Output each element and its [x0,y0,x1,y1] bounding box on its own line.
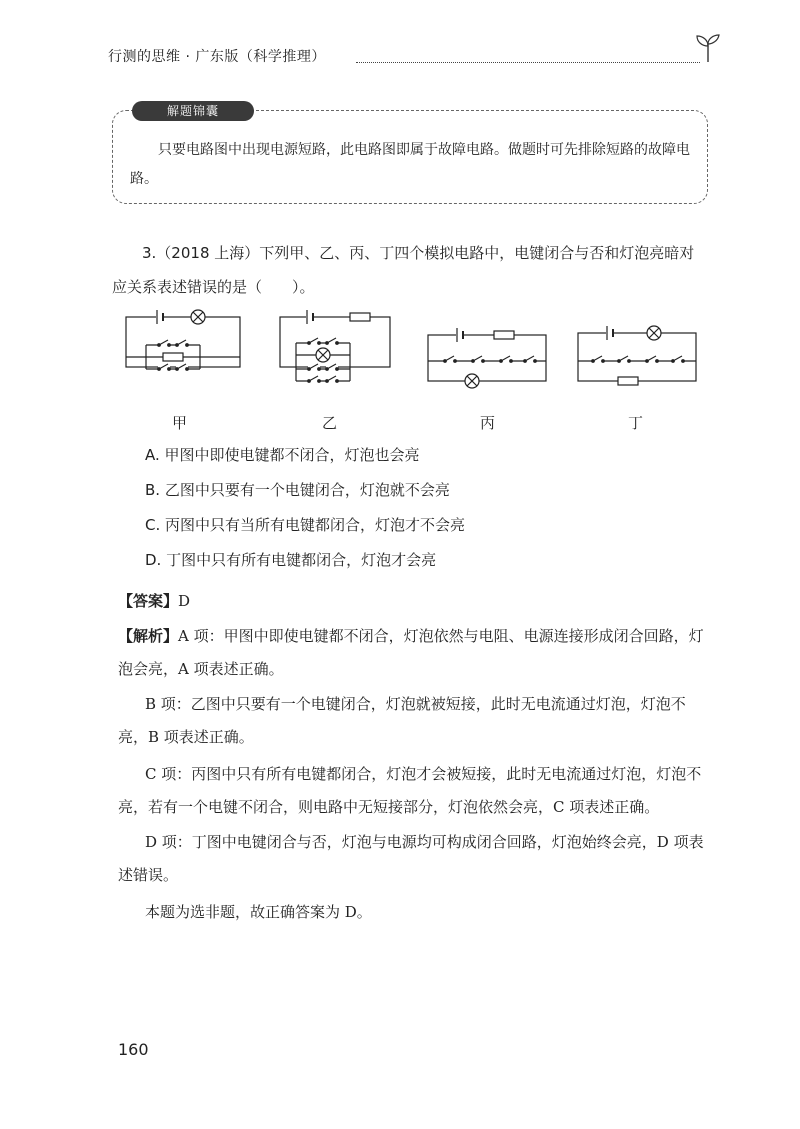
question-stem: 3.（2018 上海）下列甲、乙、丙、丁四个模拟电路中，电键闭合与否和灯泡亮暗对应关系表述错误的是（ ）。 [112,244,695,296]
header-rule [356,62,700,63]
circuit-bing [428,328,546,388]
running-header [108,40,708,70]
analysis-label: 【解析】 [118,627,179,645]
figure-label-bing: 丙 [480,414,496,432]
sprout-icon [694,32,722,64]
analysis-paragraph-c: C 项：丙图中只有所有电键都闭合，灯泡才会被短接，此时无电流通过灯泡，灯泡不亮，若有一个电键不闭合，则电路中无短接部分，灯泡依然会亮，C 项表述正确。 [118,765,702,816]
circuit-ding [578,326,696,385]
analysis-paragraph-b: B 项：乙图中只要有一个电键闭合，灯泡就被短接，此时无电流通过灯泡，灯泡不亮，B 项表述正确。 [118,695,686,746]
answer-value: D [178,592,191,610]
header-title: 行测的思维 · 广东版（科学推理） [108,49,326,65]
figure-label-jia: 甲 [172,414,188,432]
figure-label-ding: 丁 [628,414,644,432]
tip-text: 只要电路图中出现电源短路，此电路图即属于故障电路。做题时可先排除短路的故障电路。 [130,142,690,187]
circuit-yi [280,310,390,382]
page-number: 160 [118,1040,149,1059]
analysis-paragraph-d: D 项：丁图中电键闭合与否，灯泡与电源均可构成闭合回路，灯泡始终会亮，D 项表述错误。 [118,833,704,884]
option-b: B. 乙图中只要有一个电键闭合，灯泡就不会亮 [145,481,450,499]
analysis-conclusion: 本题为选非题，故正确答案为 D。 [145,903,372,921]
figure-label-yi: 乙 [322,414,338,432]
answer [118,590,190,611]
option-c: C. 丙图中只有当所有电键都闭合，灯泡才不会亮 [145,516,466,534]
tip-tag: 解题锦囊 [132,101,254,121]
analysis-paragraph-a: 【解析】A 项：甲图中即使电键都不闭合，灯泡依然与电阻、电源连接形成闭合回路，灯泡会亮，A 项表述正确。 [118,627,704,678]
circuit-jia [126,310,240,370]
answer-label: 【答案】 [118,592,179,610]
option-a: A. 甲图中即使电键都不闭合，灯泡也会亮 [145,446,420,464]
option-d: D. 丁图中只有所有电键都闭合，灯泡才会亮 [145,551,437,569]
